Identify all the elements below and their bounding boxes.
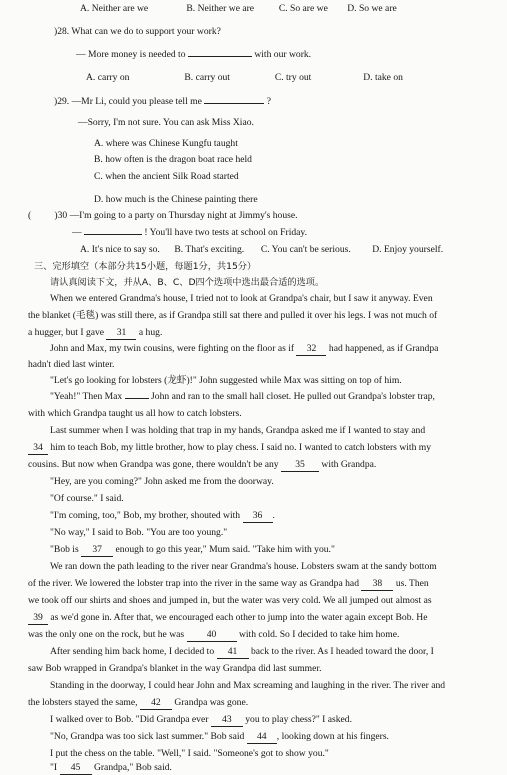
blank-37[interactable]: 37 [81,544,113,557]
blank-41[interactable]: 41 [217,646,249,659]
passage-line-22-pre: After sending him back home, I decided to [50,646,215,657]
q30-option-d[interactable]: D. Enjoy yourself. [372,244,444,255]
q29-option-a[interactable]: A. where was Chinese Kungfu taught [94,138,238,149]
q30-option-a[interactable]: A. It's nice to say so. [80,244,160,255]
passage-line-11-post: with Grandpa. [321,459,377,470]
blank-44[interactable]: 44 [247,731,277,744]
q30-option-c[interactable]: C. You can't be serious. [260,244,351,255]
blank-31[interactable]: 31 [106,327,136,340]
passage-line-08: with which Grandpa taught us all how to catch lobsters. [28,408,242,419]
blank-40[interactable]: 40 [187,629,237,642]
q28-option-b[interactable]: B. carry out [184,72,230,83]
q30-reply-pre: — [72,227,82,238]
passage-line-18 [28,578,429,591]
blank-43[interactable]: 43 [211,714,243,727]
passage-line-06: "Let's go looking for lobsters (龙虾)!" John suggested while Max was sitting on top of him. [50,375,402,386]
passage-line-27-pre: "No, Grandpa was too sick last summer." Bob said [50,731,245,742]
passage-line-22-post: back to the river. As I headed toward the door, I [250,646,434,657]
passage-line-10 [28,442,431,455]
passage-line-21 [28,629,399,642]
q30-paren: ( [28,210,32,221]
passage-line-20-post: as we'd gone in. After that, we encouraged each other to jump into the water again except Bob. He [50,612,428,623]
q27-option-a[interactable]: A. Neither are we [80,3,149,14]
q30-blank[interactable] [84,234,142,235]
passage-line-15: "No way," I said to Bob. "You are too young." [50,527,228,538]
passage-line-24: Standing in the doorway, I could hear John and Max screaming and laughing in the river. The river and [50,680,446,691]
q27-option-d[interactable]: D. So we are [347,3,397,14]
blank-38[interactable]: 38 [361,578,393,591]
passage-line-11 [28,459,376,472]
passage-line-21-post: with cold. So I decided to take him home. [238,629,400,640]
blank-33[interactable] [125,398,149,399]
q30-stem-text: )30 —I'm going to a party on Thursday night at Jimmy's house. [54,210,298,221]
passage-line-22 [50,646,434,659]
passage-line-03 [28,327,162,340]
passage-line-14 [50,510,275,523]
passage-line-26-post: you to play chess?" I asked. [245,714,353,725]
passage-line-03-post: a hug. [138,327,163,338]
passage-line-27 [50,731,389,744]
q28-option-c[interactable]: C. try out [274,72,312,83]
passage-line-17: We ran down the path leading to the river near Grandma's house. Lobsters swam at the sandy bottom [50,561,437,572]
passage-line-04-post: had happened, as if Grandpa [328,343,439,354]
passage-line-21-pre: was the only one on the rock, but he was [28,629,185,640]
passage-line-16-pre: "Bob is [50,544,79,555]
blank-39[interactable]: 39 [28,612,48,625]
q30-stem [28,210,298,222]
passage-line-04 [50,343,438,356]
blank-42[interactable]: 42 [140,697,172,710]
section-instruction: 请认真阅读下文，并从A、B、C、D四个选项中选出最合适的选项。 [50,277,325,288]
q29-option-b[interactable]: B. how often is the dragon boat race held [94,154,252,165]
passage-line-29-pre: "I [50,762,58,773]
passage-line-18-post: us. Then [395,578,429,589]
q29-reply: —Sorry, I'm not sure. You can ask Miss Xiao. [78,117,254,128]
q30-options [80,244,443,256]
blank-35[interactable]: 35 [281,459,319,472]
q28-option-d[interactable]: D. take on [363,72,403,83]
blank-32[interactable]: 32 [296,343,326,356]
q30-option-b[interactable]: B. That's exciting. [174,244,245,255]
q30-reply [72,227,307,239]
passage-line-10-post: him to teach Bob, my little brother, how to play chess. I said no. I wanted to catch lobsters with my [50,442,432,453]
blank-45[interactable]: 45 [60,762,92,775]
passage-line-12: "Hey, are you coming?" John asked me from the doorway. [50,476,274,487]
q28-line [76,49,311,61]
passage-line-03-pre: a hugger, but I gave [28,327,105,338]
passage-line-23: saw Bob wrapped in Grandpa's blanket in the way Grandpa did last summer. [28,663,322,674]
q28-blank[interactable] [188,56,252,57]
passage-line-29 [50,762,172,775]
q28-stem: )28. What can we do to support your work? [54,26,221,37]
passage-line-26 [50,714,352,727]
passage-line-05: hadn't died last winter. [28,359,115,370]
passage-line-25-post: Grandpa was gone. [174,697,249,708]
passage-line-20 [28,612,428,625]
passage-line-16-post: enough to go this year," Mum said. "Take him with you." [115,544,335,555]
passage-line-14-pre: "I'm coming, too," Bob, my brother, shouted with [50,510,241,521]
passage-line-16 [50,544,335,557]
passage-line-25 [28,697,248,710]
q29-stem [54,96,271,108]
q28-options [86,72,403,84]
q27-option-b[interactable]: B. Neither we are [186,3,255,14]
passage-line-02: the blanket (毛毯) was still there, as if Grandpa still sat there and pulled it over his legs. I was not much of [28,310,438,321]
passage-line-26-pre: I walked over to Bob. "Did Grandpa ever [50,714,209,725]
passage-line-27-post: , looking down at his fingers. [276,731,389,742]
q29-blank[interactable] [204,103,264,104]
passage-line-29-post: Grandpa," Bob said. [93,762,172,773]
q30-reply-post: ! You'll have two tests at school on Friday. [144,227,307,238]
q29-option-d[interactable]: D. how much is the Chinese painting there [94,194,258,205]
passage-line-25-pre: the lobsters stayed the same, [28,697,138,708]
passage-line-14-post: . [272,510,275,521]
section-heading: 三、完形填空（本部分共15小题，每题1分，共15分） [34,261,257,272]
passage-line-09: Last summer when I was holding that trap in my hands, Grandpa asked me if I wanted to stay and [50,425,426,436]
passage-line-01: When we entered Grandma's house, I tried not to look at Grandpa's chair, but I saw it anyway. Even [50,293,433,304]
q28-line-pre: — More money is needed to [76,49,186,60]
passage-line-19: we took off our shirts and shoes and jumped in, but the water was very cold. We all jumped out almost as [28,595,432,606]
passage-line-07-post: John and ran to the small hall closet. He pulled out Grandpa's lobster trap, [151,391,435,402]
passage-line-07 [50,391,435,403]
passage-line-13: "Of course." I said. [50,493,124,504]
q27-options [80,3,397,15]
blank-36[interactable]: 36 [243,510,273,523]
q29-stem-post: ? [266,96,271,107]
passage-line-07-pre: "Yeah!" Then Max [50,391,123,402]
q29-stem-pre: )29. —Mr Li, could you please tell me [54,96,202,107]
q29-option-c[interactable]: C. when the ancient Silk Road started [94,171,239,182]
q28-line-post: with our work. [254,49,312,60]
passage-line-04-pre: John and Max, my twin cousins, were fighting on the floor as if [50,343,295,354]
q28-option-a[interactable]: A. carry on [86,72,130,83]
q27-option-c[interactable]: C. So are we [278,3,328,14]
passage-line-11-pre: cousins. But now when Grandpa was gone, there wouldn't be any [28,459,279,470]
blank-34[interactable]: 34 [28,442,48,455]
passage-line-28: I put the chess on the table. "Well," I said. "Someone's got to show you." [50,748,329,759]
passage-line-18-pre: of the river. We lowered the lobster trap into the river in the same way as Grandpa had [28,578,359,589]
